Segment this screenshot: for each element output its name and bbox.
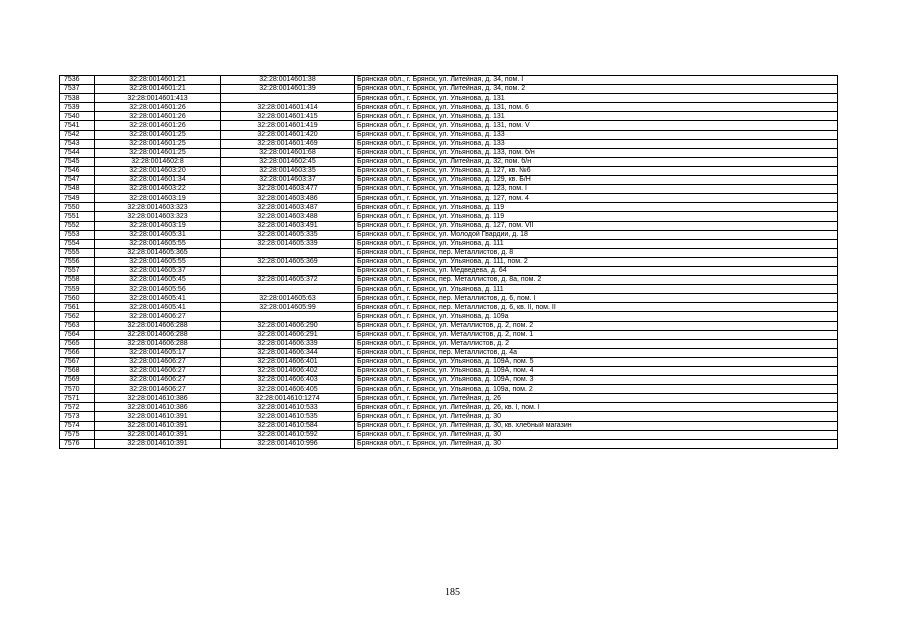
object-number-cell: 32:28:0014601:38 bbox=[221, 76, 355, 85]
address-cell: Брянская обл., г. Брянск, ул. Металлистов, д. 2, пом. 1 bbox=[355, 330, 838, 339]
object-number-cell: 32:28:0014610:584 bbox=[221, 421, 355, 430]
object-number-cell bbox=[221, 248, 355, 257]
object-number-cell: 32:28:0014601:415 bbox=[221, 112, 355, 121]
table-row bbox=[60, 85, 838, 94]
address-cell: Брянская обл., г. Брянск, ул. Ульянова, д. 109А, пом. 3 bbox=[355, 376, 838, 385]
address-cell: Брянская обл., г. Брянск, ул. Ульянова, д. 123, пом. I bbox=[355, 185, 838, 194]
object-number-cell: 32:28:0014603:477 bbox=[221, 185, 355, 194]
parcel-number-cell: 32:28:0014610:386 bbox=[95, 403, 221, 412]
row-number-cell: 7538 bbox=[60, 94, 95, 103]
parcel-number-cell: 32:28:0014606:288 bbox=[95, 339, 221, 348]
address-cell: Брянская обл., г. Брянск, ул. Ульянова, д. 109а bbox=[355, 312, 838, 321]
row-number-cell: 7568 bbox=[60, 367, 95, 376]
table-row bbox=[60, 385, 838, 394]
object-number-cell: 32:28:0014603:37 bbox=[221, 176, 355, 185]
table-row bbox=[60, 330, 838, 339]
row-number-cell: 7558 bbox=[60, 276, 95, 285]
address-cell: Брянская обл., г. Брянск, пер. Металлистов, д. 4а bbox=[355, 348, 838, 357]
parcel-number-cell: 32:28:0014603:323 bbox=[95, 212, 221, 221]
row-number-cell: 7557 bbox=[60, 266, 95, 275]
table-row bbox=[60, 203, 838, 212]
parcel-number-cell: 32:28:0014601:34 bbox=[95, 176, 221, 185]
object-number-cell: 32:28:0014610:1274 bbox=[221, 394, 355, 403]
address-cell: Брянская обл., г. Брянск, пер. Металлистов, д. 8а, пом. 2 bbox=[355, 276, 838, 285]
table-row bbox=[60, 339, 838, 348]
parcel-number-cell: 32:28:0014606:27 bbox=[95, 376, 221, 385]
row-number-cell: 7566 bbox=[60, 348, 95, 357]
table-row bbox=[60, 185, 838, 194]
table-row bbox=[60, 103, 838, 112]
address-cell: Брянская обл., г. Брянск, ул. Ульянова, д. 133 bbox=[355, 130, 838, 139]
table-row bbox=[60, 148, 838, 157]
table-row bbox=[60, 357, 838, 366]
object-number-cell: 32:28:0014606:291 bbox=[221, 330, 355, 339]
object-number-cell: 32:28:0014605:339 bbox=[221, 239, 355, 248]
table-row bbox=[60, 439, 838, 448]
parcel-number-cell: 32:28:0014605:365 bbox=[95, 248, 221, 257]
address-cell: Брянская обл., г. Брянск, ул. Ульянова, д. 127, пом. VII bbox=[355, 221, 838, 230]
parcel-number-cell: 32:28:0014610:391 bbox=[95, 430, 221, 439]
row-number-cell: 7574 bbox=[60, 421, 95, 430]
object-number-cell: 32:28:0014610:533 bbox=[221, 403, 355, 412]
parcel-number-cell: 32:28:0014602:8 bbox=[95, 157, 221, 166]
row-number-cell: 7573 bbox=[60, 412, 95, 421]
table-row bbox=[60, 139, 838, 148]
object-number-cell: 32:28:0014605:372 bbox=[221, 276, 355, 285]
address-cell: Брянская обл., г. Брянск, ул. Литейная, д. 30 bbox=[355, 430, 838, 439]
object-number-cell: 32:28:0014605:335 bbox=[221, 230, 355, 239]
object-number-cell: 32:28:0014603:488 bbox=[221, 212, 355, 221]
row-number-cell: 7561 bbox=[60, 303, 95, 312]
object-number-cell bbox=[221, 266, 355, 275]
table-row bbox=[60, 239, 838, 248]
row-number-cell: 7567 bbox=[60, 357, 95, 366]
address-cell: Брянская обл., г. Брянск, ул. Литейная, д. 30, кв. хлебный магазин bbox=[355, 421, 838, 430]
address-cell: Брянская обл., г. Брянск, ул. Литейная, д. 34, пом. I bbox=[355, 76, 838, 85]
row-number-cell: 7569 bbox=[60, 376, 95, 385]
object-number-cell: 32:28:0014601:68 bbox=[221, 148, 355, 157]
table-row bbox=[60, 403, 838, 412]
address-cell: Брянская обл., г. Брянск, ул. Ульянова, д. 131 bbox=[355, 112, 838, 121]
parcel-number-cell: 32:28:0014603:19 bbox=[95, 221, 221, 230]
address-cell: Брянская обл., г. Брянск, ул. Медведева, д. 64 bbox=[355, 266, 838, 275]
table-row bbox=[60, 221, 838, 230]
object-number-cell: 32:28:0014603:491 bbox=[221, 221, 355, 230]
address-cell: Брянская обл., г. Брянск, ул. Ульянова, д. 119 bbox=[355, 212, 838, 221]
table-row bbox=[60, 421, 838, 430]
object-number-cell: 32:28:0014601:420 bbox=[221, 130, 355, 139]
object-number-cell: 32:28:0014606:290 bbox=[221, 321, 355, 330]
row-number-cell: 7542 bbox=[60, 130, 95, 139]
row-number-cell: 7570 bbox=[60, 385, 95, 394]
address-cell: Брянская обл., г. Брянск, ул. Литейная, д. 34, пом. 2 bbox=[355, 85, 838, 94]
parcel-number-cell: 32:28:0014605:55 bbox=[95, 257, 221, 266]
row-number-cell: 7563 bbox=[60, 321, 95, 330]
object-number-cell: 32:28:0014603:35 bbox=[221, 166, 355, 175]
parcel-number-cell: 32:28:0014605:41 bbox=[95, 303, 221, 312]
table-row bbox=[60, 412, 838, 421]
table-body bbox=[60, 76, 838, 449]
row-number-cell: 7555 bbox=[60, 248, 95, 257]
parcel-number-cell: 32:28:0014601:25 bbox=[95, 148, 221, 157]
row-number-cell: 7550 bbox=[60, 203, 95, 212]
object-number-cell: 32:28:0014602:45 bbox=[221, 157, 355, 166]
object-number-cell: 32:28:0014610:535 bbox=[221, 412, 355, 421]
object-number-cell: 32:28:0014603:487 bbox=[221, 203, 355, 212]
table-row bbox=[60, 266, 838, 275]
object-number-cell: 32:28:0014606:339 bbox=[221, 339, 355, 348]
parcel-number-cell: 32:28:0014605:56 bbox=[95, 285, 221, 294]
row-number-cell: 7559 bbox=[60, 285, 95, 294]
table-row bbox=[60, 294, 838, 303]
row-number-cell: 7552 bbox=[60, 221, 95, 230]
row-number-cell: 7576 bbox=[60, 439, 95, 448]
parcel-number-cell: 32:28:0014601:21 bbox=[95, 76, 221, 85]
parcel-number-cell: 32:28:0014606:27 bbox=[95, 312, 221, 321]
parcel-number-cell: 32:28:0014603:22 bbox=[95, 185, 221, 194]
parcel-number-cell: 32:28:0014603:20 bbox=[95, 166, 221, 175]
address-cell: Брянская обл., г. Брянск, ул. Литейная, д. 30 bbox=[355, 412, 838, 421]
row-number-cell: 7549 bbox=[60, 194, 95, 203]
parcel-number-cell: 32:28:0014601:26 bbox=[95, 121, 221, 130]
object-number-cell: 32:28:0014606:401 bbox=[221, 357, 355, 366]
object-number-cell: 32:28:0014606:403 bbox=[221, 376, 355, 385]
parcel-number-cell: 32:28:0014601:26 bbox=[95, 112, 221, 121]
object-number-cell bbox=[221, 285, 355, 294]
address-cell: Брянская обл., г. Брянск, ул. Металлистов, д. 2, пом. 2 bbox=[355, 321, 838, 330]
parcel-number-cell: 32:28:0014601:26 bbox=[95, 103, 221, 112]
row-number-cell: 7553 bbox=[60, 230, 95, 239]
row-number-cell: 7544 bbox=[60, 148, 95, 157]
address-cell: Брянская обл., г. Брянск, пер. Металлистов, д. 8 bbox=[355, 248, 838, 257]
row-number-cell: 7556 bbox=[60, 257, 95, 266]
address-cell: Брянская обл., г. Брянск, ул. Ульянова, д. 131, пом. V bbox=[355, 121, 838, 130]
parcel-number-cell: 32:28:0014601:25 bbox=[95, 139, 221, 148]
table-row bbox=[60, 348, 838, 357]
table-row bbox=[60, 212, 838, 221]
table-row bbox=[60, 94, 838, 103]
row-number-cell: 7565 bbox=[60, 339, 95, 348]
row-number-cell: 7572 bbox=[60, 403, 95, 412]
row-number-cell: 7543 bbox=[60, 139, 95, 148]
table-row bbox=[60, 257, 838, 266]
row-number-cell: 7540 bbox=[60, 112, 95, 121]
row-number-cell: 7562 bbox=[60, 312, 95, 321]
address-cell: Брянская обл., г. Брянск, ул. Ульянова, д. 111, пом. 2 bbox=[355, 257, 838, 266]
address-cell: Брянская обл., г. Брянск, ул. Ульянова, д. 109А, пом. 4 bbox=[355, 367, 838, 376]
row-number-cell: 7539 bbox=[60, 103, 95, 112]
row-number-cell: 7554 bbox=[60, 239, 95, 248]
page-number: 185 bbox=[445, 587, 460, 598]
address-cell: Брянская обл., г. Брянск, ул. Литейная, д. 32, пом. б/н bbox=[355, 157, 838, 166]
row-number-cell: 7560 bbox=[60, 294, 95, 303]
table-row bbox=[60, 394, 838, 403]
address-cell: Брянская обл., г. Брянск, пер. Металлистов, д. 6, кв. II, пом. II bbox=[355, 303, 838, 312]
row-number-cell: 7564 bbox=[60, 330, 95, 339]
table-row bbox=[60, 157, 838, 166]
table-row bbox=[60, 194, 838, 203]
row-number-cell: 7541 bbox=[60, 121, 95, 130]
row-number-cell: 7545 bbox=[60, 157, 95, 166]
parcel-number-cell: 32:28:0014606:288 bbox=[95, 321, 221, 330]
table-row bbox=[60, 248, 838, 257]
parcel-number-cell: 32:28:0014610:391 bbox=[95, 421, 221, 430]
object-number-cell: 32:28:0014605:63 bbox=[221, 294, 355, 303]
table-row bbox=[60, 430, 838, 439]
address-cell: Брянская обл., г. Брянск, ул. Металлистов, д. 2 bbox=[355, 339, 838, 348]
table-row bbox=[60, 303, 838, 312]
address-cell: Брянская обл., г. Брянск, ул. Ульянова, д. 111 bbox=[355, 239, 838, 248]
row-number-cell: 7551 bbox=[60, 212, 95, 221]
object-number-cell: 32:28:0014603:486 bbox=[221, 194, 355, 203]
address-cell: Брянская обл., г. Брянск, ул. Ульянова, д. 129, кв. Б/Н bbox=[355, 176, 838, 185]
table-row bbox=[60, 121, 838, 130]
address-cell: Брянская обл., г. Брянск, ул. Ульянова, д. 109А, пом. 5 bbox=[355, 357, 838, 366]
address-cell: Брянская обл., г. Брянск, ул. Ульянова, д. 111 bbox=[355, 285, 838, 294]
parcel-number-cell: 32:28:0014610:386 bbox=[95, 394, 221, 403]
address-cell: Брянская обл., г. Брянск, ул. Литейная, д. 30 bbox=[355, 439, 838, 448]
row-number-cell: 7536 bbox=[60, 76, 95, 85]
object-number-cell: 32:28:0014610:592 bbox=[221, 430, 355, 439]
object-number-cell: 32:28:0014601:469 bbox=[221, 139, 355, 148]
address-cell: Брянская обл., г. Брянск, ул. Ульянова, д. 127, кв. №6 bbox=[355, 166, 838, 175]
address-cell: Брянская обл., г. Брянск, ул. Ульянова, д. 131 bbox=[355, 94, 838, 103]
address-cell: Брянская обл., г. Брянск, ул. Ульянова, д. 109а, пом. 2 bbox=[355, 385, 838, 394]
address-cell: Брянская обл., г. Брянск, ул. Ульянова, д. 127, пом. 4 bbox=[355, 194, 838, 203]
object-number-cell bbox=[221, 94, 355, 103]
address-cell: Брянская обл., г. Брянск, пер. Металлистов, д. 6, пом. I bbox=[355, 294, 838, 303]
address-cell: Брянская обл., г. Брянск, ул. Молодой Гвардии, д. 18 bbox=[355, 230, 838, 239]
parcel-number-cell: 32:28:0014601:21 bbox=[95, 85, 221, 94]
parcel-number-cell: 32:28:0014606:27 bbox=[95, 385, 221, 394]
table-row bbox=[60, 130, 838, 139]
object-number-cell: 32:28:0014606:402 bbox=[221, 367, 355, 376]
parcel-number-cell: 32:28:0014605:55 bbox=[95, 239, 221, 248]
row-number-cell: 7548 bbox=[60, 185, 95, 194]
address-cell: Брянская обл., г. Брянск, ул. Ульянова, д. 119 bbox=[355, 203, 838, 212]
table-row bbox=[60, 321, 838, 330]
address-cell: Брянская обл., г. Брянск, ул. Ульянова, д. 133 bbox=[355, 139, 838, 148]
table-row bbox=[60, 367, 838, 376]
table-row bbox=[60, 76, 838, 85]
table-row bbox=[60, 376, 838, 385]
object-number-cell: 32:28:0014605:369 bbox=[221, 257, 355, 266]
object-number-cell: 32:28:0014605:99 bbox=[221, 303, 355, 312]
object-number-cell bbox=[221, 312, 355, 321]
address-cell: Брянская обл., г. Брянск, ул. Ульянова, д. 133, пом. б/н bbox=[355, 148, 838, 157]
parcel-number-cell: 32:28:0014605:41 bbox=[95, 294, 221, 303]
parcel-number-cell: 32:28:0014605:17 bbox=[95, 348, 221, 357]
parcel-number-cell: 32:28:0014606:27 bbox=[95, 367, 221, 376]
address-cell: Брянская обл., г. Брянск, ул. Ульянова, д. 131, пом. 6 bbox=[355, 103, 838, 112]
parcel-number-cell: 32:28:0014605:45 bbox=[95, 276, 221, 285]
parcel-number-cell: 32:28:0014610:391 bbox=[95, 412, 221, 421]
parcel-number-cell: 32:28:0014606:27 bbox=[95, 357, 221, 366]
parcel-number-cell: 32:28:0014610:391 bbox=[95, 439, 221, 448]
cadastral-table bbox=[59, 75, 838, 449]
row-number-cell: 7537 bbox=[60, 85, 95, 94]
table-row bbox=[60, 176, 838, 185]
object-number-cell: 32:28:0014601:414 bbox=[221, 103, 355, 112]
table-row bbox=[60, 285, 838, 294]
object-number-cell: 32:28:0014601:419 bbox=[221, 121, 355, 130]
row-number-cell: 7547 bbox=[60, 176, 95, 185]
object-number-cell: 32:28:0014606:344 bbox=[221, 348, 355, 357]
address-cell: Брянская обл., г. Брянск, ул. Литейная, д. 26, кв. I, пом. I bbox=[355, 403, 838, 412]
table-row bbox=[60, 166, 838, 175]
parcel-number-cell: 32:28:0014606:288 bbox=[95, 330, 221, 339]
table-row bbox=[60, 112, 838, 121]
address-cell: Брянская обл., г. Брянск, ул. Литейная, д. 26 bbox=[355, 394, 838, 403]
parcel-number-cell: 32:28:0014603:19 bbox=[95, 194, 221, 203]
table-row bbox=[60, 276, 838, 285]
table-row bbox=[60, 230, 838, 239]
object-number-cell: 32:28:0014610:996 bbox=[221, 439, 355, 448]
row-number-cell: 7571 bbox=[60, 394, 95, 403]
parcel-number-cell: 32:28:0014601:25 bbox=[95, 130, 221, 139]
row-number-cell: 7575 bbox=[60, 430, 95, 439]
row-number-cell: 7546 bbox=[60, 166, 95, 175]
table-row bbox=[60, 312, 838, 321]
object-number-cell: 32:28:0014601:39 bbox=[221, 85, 355, 94]
parcel-number-cell: 32:28:0014603:323 bbox=[95, 203, 221, 212]
parcel-number-cell: 32:28:0014605:31 bbox=[95, 230, 221, 239]
parcel-number-cell: 32:28:0014605:37 bbox=[95, 266, 221, 275]
parcel-number-cell: 32:28:0014601:413 bbox=[95, 94, 221, 103]
object-number-cell: 32:28:0014606:405 bbox=[221, 385, 355, 394]
